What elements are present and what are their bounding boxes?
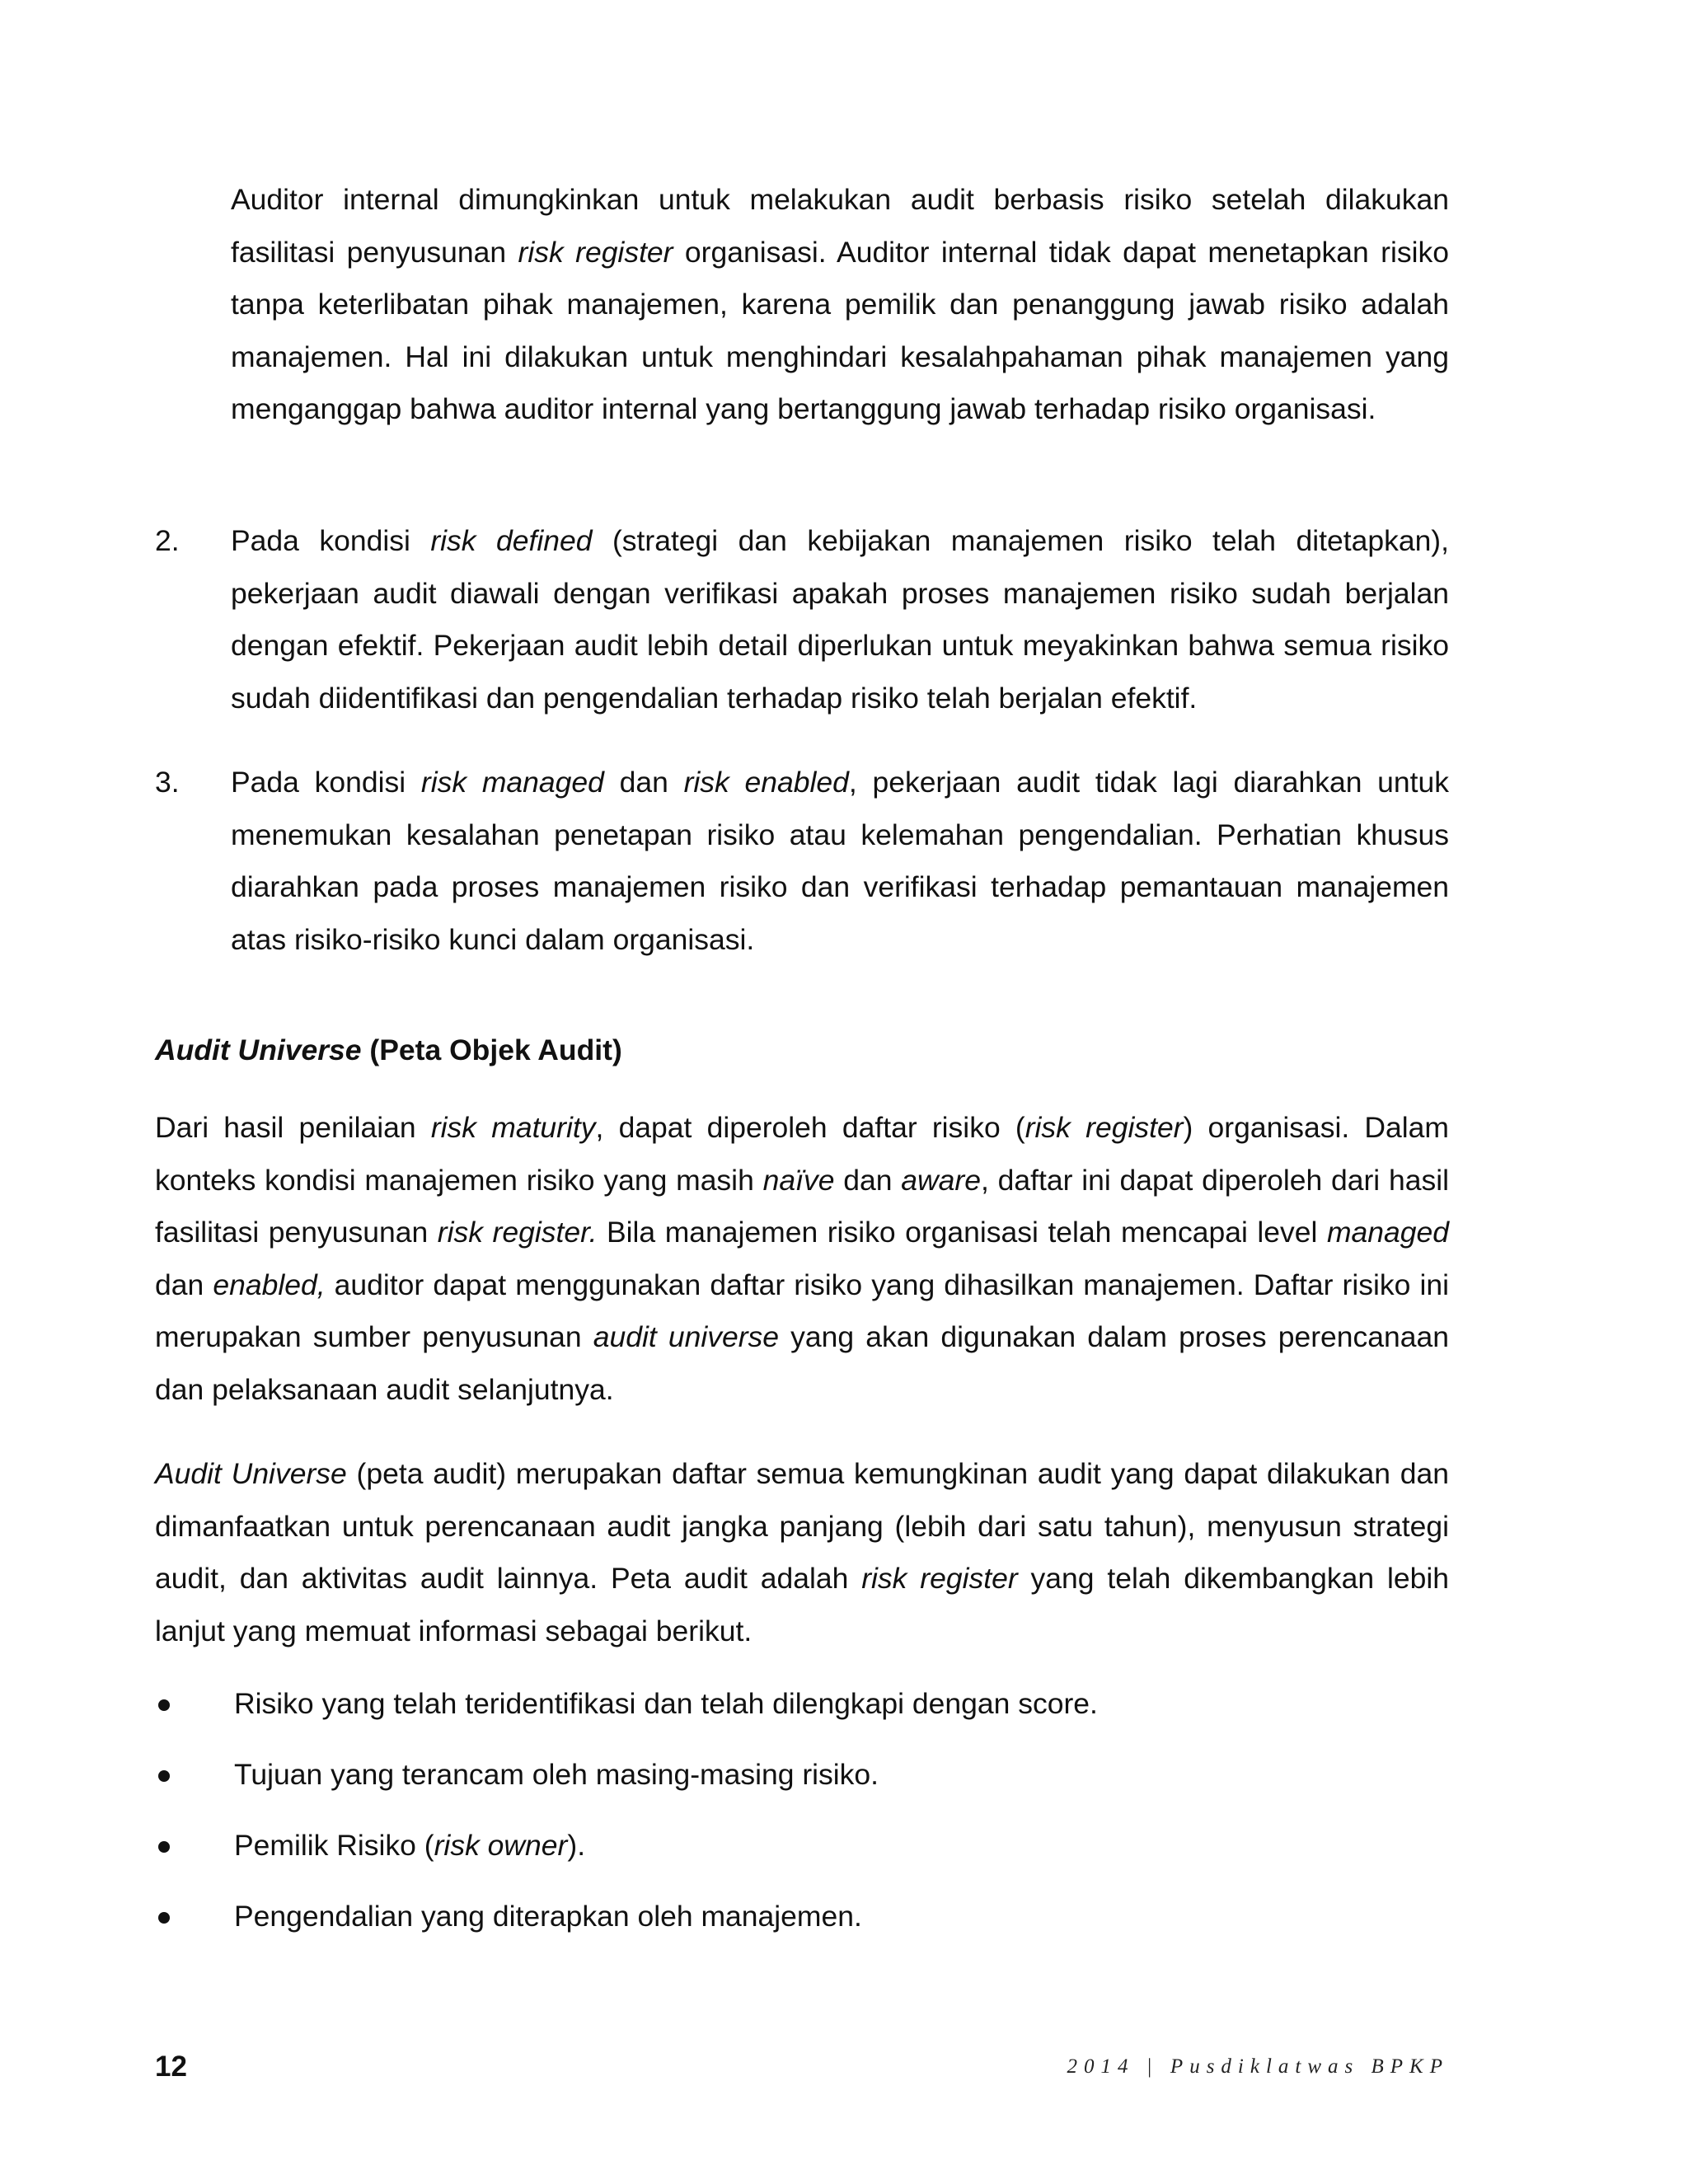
list-item-text: Pada kondisi risk managed dan risk enabled, pekerjaan audit tidak lagi diarahkan untuk menemukan kesalahan penetapan risiko atau kelemahan pengendalian. Perhatian khusus diarahkan pada proses manajemen risiko dan verifikasi terhadap pemantauan manajemen atas risiko-risiko kunci dalam organisasi. — [231, 766, 1450, 956]
bullet-item: Risiko yang telah teridentifikasi dan telah dilengkapi dengan score. — [155, 1678, 1449, 1731]
section-heading: Audit Universe (Peta Objek Audit) — [155, 1033, 622, 1066]
bullet-icon — [158, 1912, 170, 1924]
page-number: 12 — [155, 2050, 187, 2083]
list-item-3 — [155, 757, 1449, 966]
list-item-2 — [155, 515, 1449, 724]
paragraph-intro: Auditor internal dimungkinkan untuk melakukan audit berbasis risiko setelah dilakukan fasilitasi penyusunan risk register organisasi. Auditor internal tidak dapat menetapkan risiko tanpa keterlibatan pihak manajemen, karena pemilik dan penanggung jawab risiko adalah manajemen. Hal ini dilakukan untuk menghindari kesalahpahaman pihak manajemen yang menganggap bahwa auditor internal yang bertanggung jawab terhadap risiko organisasi. — [231, 183, 1449, 425]
paragraph-universe-2: Audit Universe (peta audit) merupakan daftar semua kemungkinan audit yang dapat dilakukan dan dimanfaatkan untuk perencanaan audit jangka panjang (lebih dari satu tahun), menyusun strategi audit, dan aktivitas audit lainnya. Peta audit adalah risk register yang telah dikembangkan lebih lanjut yang memuat informasi sebagai berikut. — [155, 1457, 1450, 1647]
paragraph-universe-1: Dari hasil penilaian risk maturity, dapat diperoleh daftar risiko (risk register) organisasi. Dalam konteks kondisi manajemen risiko yang masih naïve dan aware, daftar ini dapat diperoleh dari hasil fasilitasi penyusunan risk register. Bila manajemen risiko organisasi telah mencapai level managed dan enabled, auditor dapat menggunakan daftar risiko yang dihasilkan manajemen. Daftar risiko ini merupakan sumber penyusunan audit universe yang akan digunakan dalam proses perencanaan dan pelaksanaan audit selanjutnya. — [155, 1111, 1450, 1406]
list-item-text: Pada kondisi risk defined (strategi dan kebijakan manajemen risiko telah ditetapkan), pekerjaan audit diawali dengan verifikasi apakah proses manajemen risiko sudah berjalan dengan efektif. Pekerjaan audit lebih detail diperlukan untuk meyakinkan bahwa semua risiko sudah diidentifikasi dan pengendalian terhadap risiko telah berjalan efektif. — [231, 524, 1449, 715]
bullet-icon — [158, 1699, 170, 1711]
bullet-icon — [158, 1841, 170, 1853]
bullet-item: Tujuan yang terancam oleh masing-masing risiko. — [155, 1749, 1449, 1802]
bullet-icon — [158, 1770, 170, 1782]
list-number: 2. — [155, 524, 180, 557]
bullet-item: Pengendalian yang diterapkan oleh manajemen. — [155, 1891, 1449, 1943]
bullet-item: Pemilik Risiko (risk owner). — [155, 1820, 1449, 1872]
list-number: 3. — [155, 766, 180, 799]
footer-publisher: 2014 | Pusdiklatwas BPKP — [1067, 2055, 1449, 2078]
